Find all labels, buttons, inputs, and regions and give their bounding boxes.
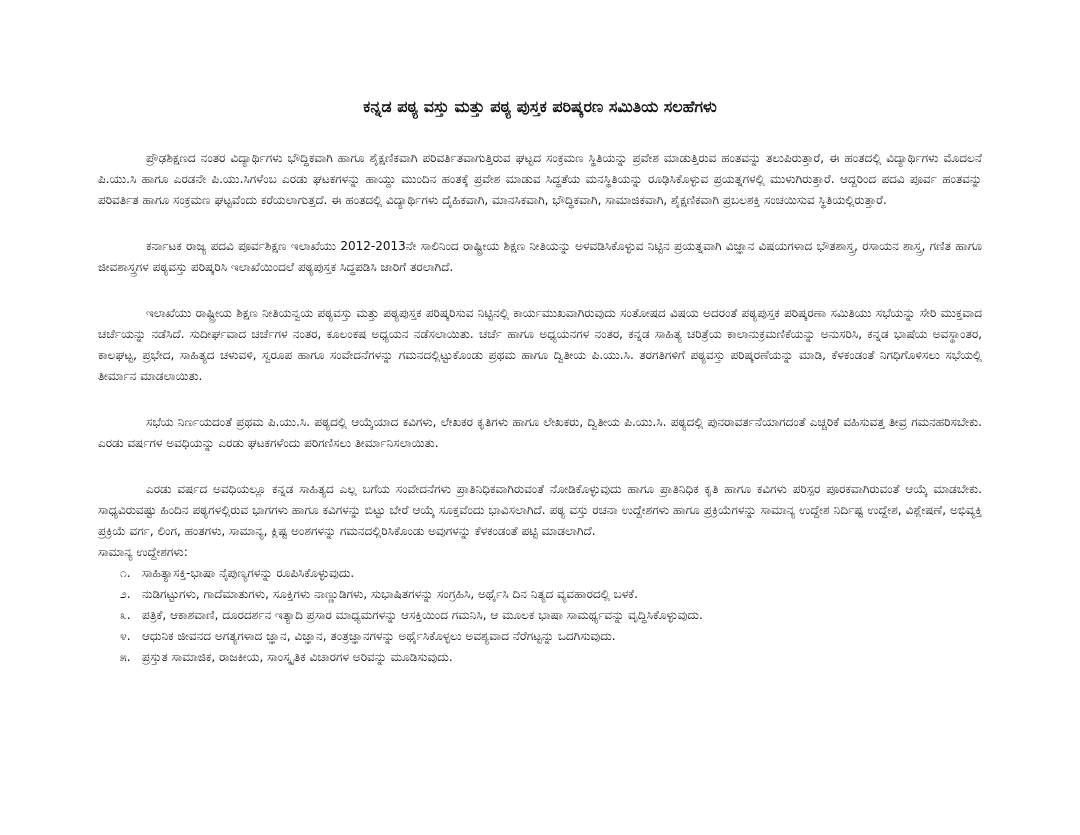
document-page (98, 96, 982, 668)
list-item-number: ೧. (120, 566, 131, 580)
list-item-number: ೩. (120, 608, 131, 622)
paragraph-decision: ಸಭೆಯ ನಿರ್ಣಯದಂತೆ ಪ್ರಥಮ ಪಿ.ಯು.ಸಿ. ಪಠ್ಯದಲ್ಲಿ ಆಯ್ಕೆಯಾದ ಕವಿಗಳು, ಲೇಖಕರ ಕೃತಿಗಳು ಹಾಗೂ ಲೇಖಕರು, ದ್ವಿತೀಯ ಪಿ.ಯು.ಸಿ. ಪಠ್ಯದಲ್ಲಿ ಪುನರಾವರ್ತನೆಯಾಗದಂತೆ ಎಚ್ಚರಿಕೆ ವಹಿಸುವತ್ತ ತೀವ್ರ ಗಮನಹರಿಸಬೇಕು. ಎರಡು ವರ್ಷಗಳ ಅವಧಿಯನ್ನು ಎರಡು ಘಟಕಗಳೆಂದು ಪರಿಗಣಿಸಲು ತೀರ್ಮಾನಿಸಲಾಯಿತು. (98, 415, 982, 450)
list-item (120, 626, 982, 647)
list-item-number: ೨. (120, 587, 131, 601)
list-item-number: ೪. (120, 629, 131, 643)
list-item-text: ಆಧುನಿಕ ಜೀವನದ ಅಗತ್ಯಗಳಾದ ಜ್ಞಾನ, ವಿಜ್ಞಾನ, ತಂತ್ರಜ್ಞಾನಗಳನ್ನು ಅರ್ಥೈಸಿಕೊಳ್ಳಲು ಅವಶ್ಯವಾದ ನೆರೆಗಟ್ಟನ್ನು ಒದಗಿಸುವುದು. (142, 629, 616, 643)
document-title: ಕನ್ನಡ ಪಠ್ಯ ವಸ್ತು ಮತ್ತು ಪಠ್ಯ ಪುಸ್ತಕ ಪರಿಷ್ಕರಣ ಸಮಿತಿಯ ಸಲಹೆಗಳು (363, 97, 717, 116)
list-item-text: ಸಾಹಿತ್ಯಾಸಕ್ತಿ-ಭಾಷಾ ನೈಪುಣ್ಯಗಳನ್ನು ರೂಪಿಸಿಕೊಳ್ಳುವುದು. (142, 566, 355, 580)
list-item-text: ನುಡಿಗಟ್ಟುಗಳು, ಗಾದೆಮಾತುಗಳು, ಸೂಕ್ತಿಗಳು ನಾಣ್ಣುಡಿಗಳು, ಸುಭಾಷಿತಗಳನ್ನು ಸಂಗ್ರಹಿಸಿ, ಅರ್ಥೈಸಿ ದಿನ ನಿತ್ಯದ ವ್ಯವಹಾರದಲ್ಲಿ ಬಳಕೆ. (142, 587, 638, 601)
paragraph-committee: ಇಲಾಖೆಯು ರಾಷ್ಟ್ರೀಯ ಶಿಕ್ಷಣ ನೀತಿಯನ್ವಯ ಪಠ್ಯವಸ್ತು ಮತ್ತು ಪಠ್ಯಪುಸ್ತಕ ಪರಿಷ್ಕರಿಸುವ ನಿಟ್ಟಿನಲ್ಲಿ ಕಾರ್ಯಮುಖವಾಗಿರುವುದು ಸಂತೋಷದ ವಿಷಯ ಅದರಂತೆ ಪಠ್ಯಪುಸ್ತಕ ಪರಿಷ್ಕರಣಾ ಸಮಿತಿಯು ಸಭೆಯನ್ನು ಸೇರಿ ಮುಕ್ತವಾದ ಚರ್ಚೆಯನ್ನು ನಡೆಸಿದೆ. ಸುದೀರ್ಘವಾದ ಚರ್ಚೆಗಳ ನಂತರ, ಕೂಲಂಕಷ ಅಧ್ಯಯನ ನಡೆಸಲಾಯಿತು. ಚರ್ಚೆ ಹಾಗೂ ಅಧ್ಯಯನಗಳ ನಂತರ, ಕನ್ನಡ ಸಾಹಿತ್ಯ ಚರಿತ್ರೆಯ ಕಾಲಾನುಕ್ರಮಣಿಕೆಯನ್ನು ಅನುಸರಿಸಿ, ಕನ್ನಡ ಭಾಷೆಯ ಅವಸ್ಥಾಂತರ, ಕಾಲಘಟ್ಟ, ಪ್ರಭೇದ, ಸಾಹಿತ್ಯದ ಚಳುವಳಿ, ಸ್ವರೂಪ ಹಾಗೂ ಸಂವೇದನೆಗಳನ್ನು ಗಮನದಲ್ಲಿಟ್ಟುಕೊಂಡು ಪ್ರಥಮ ಹಾಗೂ ದ್ವಿತೀಯ ಪಿ.ಯು.ಸಿ. ತರಗತಿಗಳಿಗೆ ಪಠ್ಯವಸ್ತು ಪರಿಷ್ಕರಣೆಯನ್ನು ಮಾಡಿ, ಕೆಳಕಂಡಂತೆ ನಿಗಧಿಗೊಳಿಸಲು ಸಭೆಯಲ್ಲಿ ತೀರ್ಮಾನ ಮಾಡಲಾಯಿತು. (98, 306, 982, 383)
list-item (120, 605, 982, 626)
paragraph-intro: ಪ್ರೌಢಶಿಕ್ಷಣದ ನಂತರ ವಿದ್ಯಾರ್ಥಿಗಳು ಭೌದ್ಧಿಕವಾಗಿ ಹಾಗೂ ಶೈಕ್ಷಣಿಕವಾಗಿ ಪರಿವರ್ತಿತವಾಗುತ್ತಿರುವ ಘಟ್ಟದ ಸಂಕ್ರಮಣ ಸ್ಥಿತಿಯನ್ನು ಪ್ರವೇಶ ಮಾಡುತ್ತಿರುವ ಹಂತವನ್ನು ತಲುಪಿರುತ್ತಾರೆ, ಈ ಹಂತದಲ್ಲಿ ವಿದ್ಯಾರ್ಥಿಗಳು ಮೊದಲನೆ ಪಿ.ಯು.ಸಿ ಹಾಗೂ ಎರಡನೇ ಪಿ.ಯು.ಸಿಗಳೆಂಬ ಎರಡು ಘಟಕಗಳನ್ನು ಹಾಯ್ದು ಮುಂದಿನ ಹಂತಕ್ಕೆ ಪ್ರವೇಶ ಮಾಡುವ ಸಿದ್ಧತೆಯ ಮನಸ್ಥಿತಿಯನ್ನು ರೂಢಿಸಿಕೊಳ್ಳುವ ಪ್ರಯತ್ನಗಳಲ್ಲಿ ಮುಳುಗಿರುತ್ತಾರೆ. ಆದ್ದರಿಂದ ಪದವಿ ಪೂರ್ವ ಹಂತವನ್ನು ಪರಿವರ್ತಿತ ಹಾಗೂ ಸಂಕ್ರಮಣ ಘಟ್ಟವೆಂದು ಕರೆಯಲಾಗುತ್ತದೆ. ಈ ಹಂತದಲ್ಲಿ ವಿದ್ಯಾರ್ಥಿಗಳು ದೈಹಿಕವಾಗಿ, ಮಾನಸಿಕವಾಗಿ, ಭೌದ್ಧಿಕವಾಗಿ, ಸಾಮಾಜಿಕವಾಗಿ, ಶೈಕ್ಷಣಿಕವಾಗಿ ಪ್ರಬಲಶಕ್ತಿ ಸಂಚಯಿಸುವ ಸ್ಥಿತಿಯಲ್ಲಿರುತ್ತಾರೆ. (98, 151, 982, 207)
objectives-list (98, 563, 982, 668)
list-item (120, 563, 982, 584)
list-item (120, 584, 982, 605)
list-item (120, 647, 982, 668)
list-item-number: ೫. (120, 650, 131, 664)
paragraph-selection: ಎರಡು ವರ್ಷದ ಅವಧಿಯಲ್ಲೂ ಕನ್ನಡ ಸಾಹಿತ್ಯದ ಎಲ್ಲ ಬಗೆಯ ಸಂವೇದನೆಗಳು ಪ್ರಾತಿನಿಧಿಕವಾಗಿರುವಂತೆ ನೋಡಿಕೊಳ್ಳುವುದು ಹಾಗೂ ಪ್ರಾತಿನಿಧಿಕ ಕೃತಿ ಹಾಗೂ ಕವಿಗಳು ಪರಿಸ್ಪರ ಪೂರಕವಾಗಿರುವಂತೆ ಆಯ್ಕೆ ಮಾಡಬೇಕು. ಸಾಧ್ಯವಿರುವಷ್ಟು ಹಿಂದಿನ ಪಠ್ಯಗಳಲ್ಲಿರುವ ಭಾಗಗಳು ಹಾಗೂ ಕವಿಗಳನ್ನು ಬಿಟ್ಟು ಬೇರೆ ಆಯ್ಕೆ ಸೂಕ್ತವೆಂದು ಭಾವಿಸಲಾಗಿದೆ. ಪಠ್ಯ ವಸ್ತು ರಚನಾ ಉದ್ದೇಶಗಳು ಹಾಗೂ ಪ್ರಕ್ರಿಯೆಗಳನ್ನು ಸಾಮಾನ್ಯ ಉದ್ದೇಶ ನಿರ್ದಿಷ್ಟ ಉದ್ದೇಶ, ವಿಶ್ಲೇಷಣೆ, ಅಭಿವ್ಯಕ್ತಿ ಪ್ರಕ್ರಿಯೆ ವರ್ಗ, ಲಿಂಗ, ಹಂತಗಳು, ಸಾಮಾನ್ಯ, ಕ್ಲಿಷ್ಟ ಅಂಶಗಳನ್ನು ಗಮನದಲ್ಲಿರಿಸಿಕೊಂಡು ಅವುಗಳನ್ನು ಕೆಳಕಂಡಂತೆ ಪಟ್ಟಿ ಮಾಡಲಾಗಿದೆ. (98, 482, 982, 538)
list-item-text: ಪ್ರಸ್ತುತ ಸಾಮಾಜಿಕ, ರಾಜಕೀಯ, ಸಾಂಸ್ಕೃತಿಕ ವಿಚಾರಗಳ ಅರಿವನ್ನು ಮೂಡಿಸುವುದು. (142, 650, 453, 664)
paragraph-department: ಕರ್ನಾಟಕ ರಾಜ್ಯ ಪದವಿ ಪೂರ್ವಶಿಕ್ಷಣ ಇಲಾಖೆಯು 2012-2013ನೇ ಸಾಲಿನಿಂದ ರಾಷ್ಟ್ರೀಯ ಶಿಕ್ಷಣ ನೀತಿಯನ್ನು ಅಳವಡಿಸಿಕೊಳ್ಳುವ ನಿಟ್ಟಿನ ಪ್ರಯತ್ನವಾಗಿ ವಿಜ್ಞಾನ ವಿಷಯಗಳಾದ ಭೌತಶಾಸ್ತ್ರ, ರಸಾಯನ ಶಾಸ್ತ್ರ, ಗಣಿತ ಹಾಗೂ ಜೀವಶಾಸ್ತ್ರಗಳ ಪಠ್ಯವಸ್ತು ಪರಿಷ್ಕರಿಸಿ ಇಲಾಖೆಯಿಂದಲೆ ಪಠ್ಯಪುಸ್ತಕ ಸಿದ್ಧಪಡಿಸಿ ಜಾರಿಗೆ ತರಲಾಗಿದೆ. (98, 239, 982, 274)
objectives-heading: ಸಾಮಾನ್ಯ ಉದ್ದೇಶಗಳು: (98, 545, 188, 559)
list-item-text: ಪತ್ರಿಕೆ, ಆಕಾಶವಾಣಿ, ದೂರದರ್ಶನ ಇತ್ಯಾದಿ ಪ್ರಸಾರ ಮಾಧ್ಯಮಗಳನ್ನು ಆಸಕ್ತಿಯಿಂದ ಗಮನಿಸಿ, ಆ ಮೂಲಕ ಭಾಷಾ ಸಾಮರ್ಥ್ಯವನ್ನು ವೃದ್ಧಿಸಿಕೊಳ್ಳುವುದು. (142, 608, 703, 622)
